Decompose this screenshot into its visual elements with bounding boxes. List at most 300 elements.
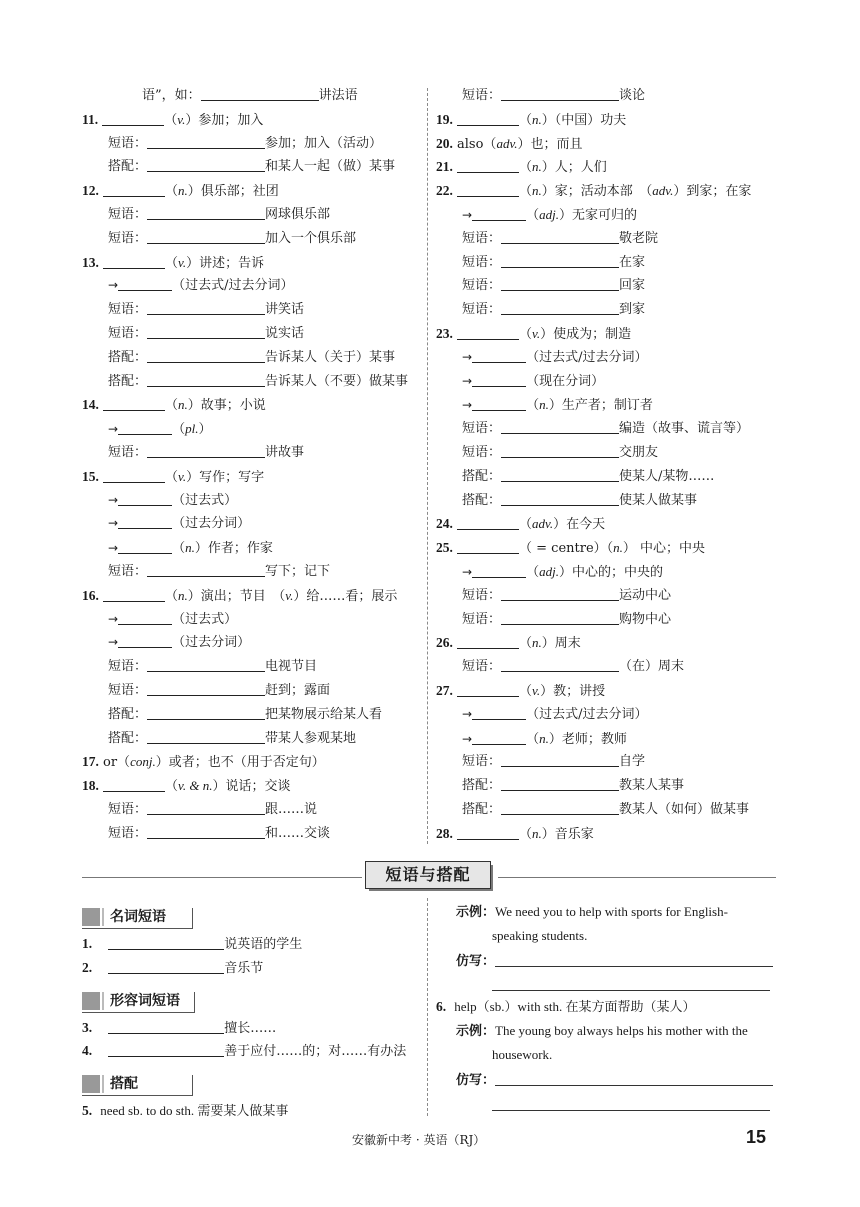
phrases-left-section bbox=[82, 904, 422, 1123]
entry-text: 运动中心 bbox=[619, 587, 672, 603]
section-banner bbox=[365, 861, 493, 891]
vocab-entry bbox=[82, 584, 420, 608]
answer-blank[interactable] bbox=[457, 515, 519, 530]
vocab-subline bbox=[436, 774, 776, 798]
part-of-speech: n. bbox=[178, 397, 188, 413]
answer-blank[interactable] bbox=[103, 777, 165, 792]
item-text: 擅长…… bbox=[224, 1020, 277, 1036]
vocab-subline bbox=[436, 441, 776, 465]
entry-text: 使某人做某事 bbox=[619, 492, 698, 508]
entry-text: 短语： bbox=[108, 444, 148, 460]
answer-blank[interactable] bbox=[501, 586, 619, 601]
writing-line[interactable] bbox=[495, 952, 773, 967]
answer-blank[interactable] bbox=[103, 468, 165, 483]
entry-text: ）参加；加入 bbox=[185, 112, 264, 128]
vocab-entry bbox=[82, 774, 420, 798]
entry-text: 短语： bbox=[462, 254, 502, 270]
imitate-label: 仿写： bbox=[456, 953, 496, 969]
entry-text: 短语： bbox=[108, 825, 148, 841]
derivation-arrow-icon: → bbox=[462, 349, 473, 364]
heading-underline bbox=[82, 928, 192, 929]
vocab-entry bbox=[436, 179, 776, 203]
answer-blank[interactable] bbox=[118, 276, 172, 291]
page-number: 15 bbox=[746, 1127, 767, 1147]
entry-text: （ bbox=[519, 683, 533, 699]
heading-underline bbox=[82, 1095, 192, 1096]
part-of-speech: n. bbox=[532, 183, 542, 199]
entry-text: 短语： bbox=[462, 230, 502, 246]
answer-blank[interactable] bbox=[501, 86, 619, 101]
entry-text: ）说话；交谈 bbox=[212, 779, 291, 795]
entry-text: 编造（故事、谎言等） bbox=[619, 421, 750, 437]
entry-text: 短语： bbox=[462, 88, 502, 103]
entry-text: 敬老院 bbox=[619, 230, 659, 246]
example-1-line-2 bbox=[436, 924, 776, 948]
heading-square-icon bbox=[82, 992, 100, 1010]
answer-blank[interactable] bbox=[147, 324, 265, 339]
derivation-arrow-icon: → bbox=[108, 422, 119, 437]
entry-text: 搭配： bbox=[108, 159, 148, 175]
entry-text: （ bbox=[526, 731, 540, 747]
entry-text: 加入一个俱乐部 bbox=[265, 230, 357, 246]
entry-text: ）俱乐部；社团 bbox=[187, 184, 279, 200]
item-text: help（sb.）with sth. 在某方面帮助（某人） bbox=[454, 999, 696, 1015]
entry-text: ） 中心；中央 bbox=[622, 541, 706, 557]
answer-blank[interactable] bbox=[102, 111, 164, 126]
answer-blank[interactable] bbox=[103, 254, 165, 269]
entry-text: ）作者；作家 bbox=[194, 541, 273, 557]
heading-tick bbox=[192, 908, 193, 929]
vocab-subline bbox=[436, 393, 776, 417]
vocab-subline bbox=[82, 274, 420, 298]
column-divider-bottom bbox=[427, 898, 428, 1116]
vocab-subline bbox=[436, 608, 776, 632]
answer-blank[interactable] bbox=[201, 86, 319, 101]
vocab-subline bbox=[82, 346, 420, 370]
vocab-subline bbox=[82, 298, 420, 322]
entry-text: 购物中心 bbox=[619, 611, 672, 627]
entry-number: 19. bbox=[436, 111, 453, 127]
vocab-entry bbox=[436, 512, 776, 536]
footer-text: 安徽新中考 · 英语（RJ） bbox=[352, 1133, 486, 1147]
entry-text: 说实话 bbox=[265, 325, 305, 341]
answer-blank[interactable] bbox=[147, 443, 265, 458]
vocab-entry bbox=[82, 750, 420, 774]
answer-blank[interactable] bbox=[457, 158, 519, 173]
answer-blank[interactable] bbox=[501, 776, 619, 791]
entry-text: （ bbox=[519, 636, 533, 652]
entry-text: ）也；而且 bbox=[517, 136, 583, 152]
answer-blank[interactable] bbox=[147, 134, 265, 149]
part-of-speech: adv. bbox=[652, 183, 674, 199]
answer-blank[interactable] bbox=[472, 396, 526, 411]
answer-blank[interactable] bbox=[472, 730, 526, 745]
entry-text: ）老师；教师 bbox=[548, 731, 627, 747]
vocab-subline bbox=[436, 346, 776, 370]
entry-text: ）到家；在家 bbox=[673, 184, 752, 200]
vocab-subline bbox=[436, 370, 776, 394]
entry-text: （ bbox=[165, 469, 179, 485]
part-of-speech: n. bbox=[178, 587, 188, 603]
answer-blank[interactable] bbox=[147, 205, 265, 220]
answer-blank[interactable] bbox=[147, 157, 265, 172]
part-of-speech: n. bbox=[532, 111, 542, 127]
answer-blank[interactable] bbox=[108, 1042, 224, 1057]
entry-text: 搭配： bbox=[108, 706, 148, 722]
answer-blank[interactable] bbox=[501, 800, 619, 815]
answer-blank[interactable] bbox=[147, 229, 265, 244]
vocab-subline bbox=[82, 608, 420, 632]
heading-underline bbox=[82, 1012, 194, 1013]
vocab-subline bbox=[82, 727, 420, 751]
answer-blank[interactable] bbox=[118, 420, 172, 435]
vocab-entry bbox=[436, 536, 776, 560]
writing-line[interactable] bbox=[495, 1071, 773, 1086]
phrase-item-5 bbox=[82, 1099, 422, 1123]
entry-text: （ bbox=[172, 422, 186, 438]
answer-blank[interactable] bbox=[118, 610, 172, 625]
answer-blank[interactable] bbox=[501, 657, 619, 672]
part-of-speech: v. bbox=[532, 682, 541, 698]
derivation-arrow-icon: → bbox=[462, 207, 473, 222]
entry-number: 17. bbox=[82, 754, 99, 770]
derivation-arrow-icon: → bbox=[462, 731, 473, 746]
answer-blank[interactable] bbox=[501, 300, 619, 315]
part-of-speech: v. bbox=[178, 468, 187, 484]
entry-number: 27. bbox=[436, 682, 453, 698]
vocab-subline bbox=[436, 227, 776, 251]
answer-blank[interactable] bbox=[472, 348, 526, 363]
part-of-speech: v. bbox=[178, 254, 187, 270]
answer-blank[interactable] bbox=[147, 824, 265, 839]
part-of-speech: n. bbox=[613, 540, 623, 556]
writing-line[interactable] bbox=[492, 989, 770, 991]
part-of-speech: n. bbox=[532, 159, 542, 175]
entry-number: 20. bbox=[436, 135, 453, 151]
entry-text: （ bbox=[519, 517, 533, 533]
answer-blank[interactable] bbox=[147, 562, 265, 577]
entry-text: 和……交谈 bbox=[265, 825, 331, 841]
entry-text: 赶到；露面 bbox=[265, 682, 331, 698]
entry-text: 短语： bbox=[108, 801, 148, 817]
entry-text: ）生产者；制订者 bbox=[548, 398, 653, 414]
part-of-speech: v. bbox=[285, 587, 294, 603]
item-number: 5. bbox=[82, 1103, 93, 1119]
derivation-arrow-icon: → bbox=[108, 516, 119, 531]
derivation-arrow-icon: → bbox=[462, 706, 473, 721]
vocab-subline bbox=[82, 798, 420, 822]
vocab-subline bbox=[82, 155, 420, 179]
vocab-subline bbox=[82, 512, 420, 536]
item-text: 说英语的学生 bbox=[224, 937, 303, 952]
example-2-line-1 bbox=[436, 1019, 776, 1043]
answer-blank[interactable] bbox=[147, 705, 265, 720]
entry-text: （ bbox=[526, 207, 540, 223]
derivation-arrow-icon: → bbox=[462, 564, 473, 579]
vocab-entry bbox=[82, 393, 420, 417]
entry-text: 参加；加入（活动） bbox=[265, 135, 383, 151]
answer-blank[interactable] bbox=[147, 729, 265, 744]
part-of-speech: adv. bbox=[496, 135, 518, 151]
entry-text: （ bbox=[165, 588, 179, 604]
entry-text: 搭配： bbox=[462, 801, 502, 817]
entry-number: 25. bbox=[436, 540, 453, 556]
heading-square-icon bbox=[82, 1075, 100, 1093]
entry-text: 带某人参观某地 bbox=[265, 730, 357, 746]
answer-blank[interactable] bbox=[147, 657, 265, 672]
entry-text: （ bbox=[526, 564, 540, 580]
entry-text: ）周末 bbox=[541, 636, 581, 652]
vocab-subline bbox=[82, 560, 420, 584]
part-of-speech: conj. bbox=[130, 754, 156, 770]
writing-line[interactable] bbox=[492, 1109, 770, 1111]
entry-number: 11. bbox=[82, 111, 99, 127]
entry-text: （ bbox=[519, 112, 533, 128]
vocab-entry bbox=[436, 132, 776, 156]
heading-bar-icon bbox=[102, 1075, 104, 1093]
part-of-speech: pl. bbox=[185, 421, 199, 437]
answer-blank[interactable] bbox=[501, 752, 619, 767]
vocab-subline bbox=[82, 441, 420, 465]
phrase-item-6 bbox=[436, 995, 776, 1019]
answer-blank[interactable] bbox=[457, 539, 519, 554]
answer-blank[interactable] bbox=[501, 491, 619, 506]
answer-blank[interactable] bbox=[501, 419, 619, 434]
entry-text: （ bbox=[519, 160, 533, 176]
heading-square-icon bbox=[82, 908, 100, 926]
phrase-item-1 bbox=[82, 932, 422, 956]
entry-text: 短语： bbox=[462, 444, 502, 460]
answer-blank[interactable] bbox=[501, 229, 619, 244]
entry-number: 14. bbox=[82, 397, 99, 413]
vocab-entry bbox=[82, 179, 420, 203]
entry-text: ）或者；也不（用于否定句） bbox=[155, 755, 325, 771]
part-of-speech: v. bbox=[177, 111, 186, 127]
answer-blank[interactable] bbox=[457, 111, 519, 126]
answer-blank[interactable] bbox=[118, 633, 172, 648]
entry-number: 22. bbox=[436, 183, 453, 199]
vocab-entry bbox=[436, 631, 776, 655]
entry-number: 24. bbox=[436, 516, 453, 532]
entry-text: 短语： bbox=[108, 206, 148, 222]
item-number: 3. bbox=[82, 1019, 93, 1035]
answer-blank[interactable] bbox=[118, 491, 172, 506]
vocab-entry bbox=[436, 822, 776, 846]
entry-number: 13. bbox=[82, 254, 99, 270]
entry-text: ）故事；小说 bbox=[187, 398, 266, 414]
answer-blank[interactable] bbox=[501, 610, 619, 625]
entry-text: ）写作；写字 bbox=[186, 469, 265, 485]
banner-rule-right bbox=[498, 877, 776, 878]
heading-bar-icon bbox=[102, 992, 104, 1010]
answer-blank[interactable] bbox=[147, 681, 265, 696]
entry-text: ）无家可归的 bbox=[558, 207, 637, 223]
item-text: need sb. to do sth. 需要某人做某事 bbox=[100, 1103, 289, 1119]
entry-text: ）中心的；中央的 bbox=[558, 564, 663, 580]
entry-text: （过去式/过去分词） bbox=[172, 278, 294, 294]
vocab-subline bbox=[436, 560, 776, 584]
item-text: 音乐节 bbox=[224, 960, 264, 976]
vocab-entry bbox=[436, 108, 776, 132]
adj-phrases-heading bbox=[82, 990, 422, 1012]
imitate-2-line-1 bbox=[436, 1069, 776, 1093]
answer-blank[interactable] bbox=[147, 800, 265, 815]
section-title: 短语与搭配 bbox=[365, 861, 491, 889]
entry-text: 网球俱乐部 bbox=[265, 206, 331, 222]
vocab-subline bbox=[436, 417, 776, 441]
answer-blank[interactable] bbox=[103, 182, 165, 197]
vocab-subline bbox=[82, 203, 420, 227]
item-text: 善于应付……的；对……有办法 bbox=[224, 1044, 407, 1060]
vocab-subline bbox=[436, 274, 776, 298]
phrase-item-2 bbox=[82, 956, 422, 980]
entry-text: （ bbox=[519, 184, 533, 200]
entry-text: （ bbox=[165, 779, 179, 795]
answer-blank[interactable] bbox=[501, 276, 619, 291]
answer-blank[interactable] bbox=[108, 959, 224, 974]
heading-text: 名词短语 bbox=[110, 909, 166, 925]
answer-blank[interactable] bbox=[472, 372, 526, 387]
answer-blank[interactable] bbox=[472, 563, 526, 578]
derivation-arrow-icon: → bbox=[108, 541, 119, 556]
banner-rule-left bbox=[82, 877, 362, 878]
entry-text: （过去式） bbox=[172, 492, 238, 508]
phrase-item-4 bbox=[82, 1039, 422, 1063]
column-divider bbox=[427, 88, 428, 844]
entry-text: ）（中国）功夫 bbox=[541, 112, 627, 128]
entry-text: 短语： bbox=[108, 230, 148, 246]
entry-text: 短语： bbox=[108, 302, 148, 318]
vocab-subline bbox=[82, 132, 420, 156]
entry-text: 写下；记下 bbox=[265, 563, 331, 579]
entry-text: or（ bbox=[103, 755, 131, 771]
entry-text: also（ bbox=[457, 136, 497, 152]
answer-blank[interactable] bbox=[501, 443, 619, 458]
part-of-speech: v. & n. bbox=[178, 778, 213, 794]
entry-text: 搭配： bbox=[108, 373, 148, 389]
entry-text: 短语： bbox=[462, 611, 502, 627]
vocab-subline bbox=[436, 84, 776, 108]
entry-number: 12. bbox=[82, 183, 99, 199]
vocab-subline bbox=[436, 655, 776, 679]
heading-text: 形容词短语 bbox=[110, 992, 180, 1009]
answer-blank[interactable] bbox=[118, 539, 172, 554]
vocab-subline bbox=[82, 227, 420, 251]
vocab-subline bbox=[436, 750, 776, 774]
spacer bbox=[436, 1093, 776, 1109]
answer-blank[interactable] bbox=[118, 514, 172, 529]
entry-text: （过去分词） bbox=[172, 635, 251, 651]
entry-number: 15. bbox=[82, 468, 99, 484]
part-of-speech: n. bbox=[178, 183, 188, 199]
part-of-speech: n. bbox=[539, 730, 549, 746]
entry-text: 在家 bbox=[619, 254, 646, 270]
entry-text: 短语： bbox=[462, 421, 502, 437]
heading-bar-icon bbox=[102, 908, 104, 926]
entry-text: （过去式） bbox=[172, 611, 238, 627]
derivation-arrow-icon: → bbox=[462, 373, 473, 388]
example-text: The young boy always helps his mother with the bbox=[495, 1023, 748, 1039]
answer-blank[interactable] bbox=[103, 396, 165, 411]
collocation-heading bbox=[82, 1073, 422, 1095]
entry-text: （ bbox=[172, 541, 186, 557]
answer-blank[interactable] bbox=[457, 325, 519, 340]
entry-text: 短语： bbox=[462, 587, 502, 603]
part-of-speech: n. bbox=[185, 540, 195, 556]
entry-text: （现在分词） bbox=[526, 373, 605, 389]
entry-text: 搭配： bbox=[108, 349, 148, 365]
answer-blank[interactable] bbox=[472, 206, 526, 221]
vocab-subline bbox=[82, 370, 420, 394]
derivation-arrow-icon: → bbox=[108, 492, 119, 507]
entry-text: 教某人（如何）做某事 bbox=[619, 801, 750, 817]
entry-text: 交朋友 bbox=[619, 444, 659, 460]
part-of-speech: n. bbox=[539, 397, 549, 413]
entry-text: 跟……说 bbox=[265, 801, 318, 817]
entry-number: 26. bbox=[436, 635, 453, 651]
entry-text: ）使成为；制造 bbox=[540, 326, 632, 342]
entry-text: 谈论 bbox=[619, 88, 646, 103]
answer-blank[interactable] bbox=[147, 372, 265, 387]
item-number: 6. bbox=[436, 999, 447, 1015]
example-label: 示例： bbox=[456, 1024, 496, 1040]
answer-blank[interactable] bbox=[457, 682, 519, 697]
entry-text: （过去分词） bbox=[172, 516, 251, 532]
answer-blank[interactable] bbox=[147, 300, 265, 315]
heading-tick bbox=[192, 1075, 193, 1096]
answer-blank[interactable] bbox=[108, 1019, 224, 1034]
entry-text: ）讲述；告诉 bbox=[186, 255, 265, 271]
vocab-subline bbox=[82, 631, 420, 655]
vocab-entry bbox=[82, 251, 420, 275]
answer-blank[interactable] bbox=[457, 825, 519, 840]
entry-text: （ bbox=[526, 398, 540, 414]
answer-blank[interactable] bbox=[472, 705, 526, 720]
entry-text: 使某人/某物…… bbox=[619, 468, 715, 484]
entry-text: （ bbox=[519, 326, 533, 342]
entry-text: （ bbox=[165, 184, 179, 200]
answer-blank[interactable] bbox=[501, 253, 619, 268]
example-text: housework. bbox=[492, 1046, 553, 1062]
vocab-subline bbox=[82, 536, 420, 560]
entry-text: 把某物展示给某人看 bbox=[265, 706, 383, 722]
entry-number: 16. bbox=[82, 587, 99, 603]
entry-text: 搭配： bbox=[462, 468, 502, 484]
entry-text: （ bbox=[165, 398, 179, 414]
answer-blank[interactable] bbox=[103, 587, 165, 602]
vocab-subline bbox=[436, 703, 776, 727]
heading-text: 搭配 bbox=[110, 1076, 138, 1093]
answer-blank[interactable] bbox=[147, 348, 265, 363]
vocab-subline bbox=[82, 84, 420, 108]
entry-text: ）教；讲授 bbox=[540, 683, 606, 699]
answer-blank[interactable] bbox=[457, 182, 519, 197]
part-of-speech: v. bbox=[532, 325, 541, 341]
entry-text: 搭配： bbox=[462, 778, 502, 794]
entry-text: 短语： bbox=[108, 135, 148, 151]
answer-blank[interactable] bbox=[108, 935, 224, 950]
answer-blank[interactable] bbox=[457, 634, 519, 649]
entry-text: 短语： bbox=[462, 302, 502, 318]
vocab-entry bbox=[436, 322, 776, 346]
answer-blank[interactable] bbox=[501, 467, 619, 482]
entry-text: （ bbox=[519, 826, 533, 842]
vocab-subline bbox=[436, 203, 776, 227]
part-of-speech: adj. bbox=[539, 563, 559, 579]
entry-number: 23. bbox=[436, 325, 453, 341]
entry-text: 和某人一起（做）某事 bbox=[265, 159, 396, 175]
vocab-subline bbox=[82, 322, 420, 346]
